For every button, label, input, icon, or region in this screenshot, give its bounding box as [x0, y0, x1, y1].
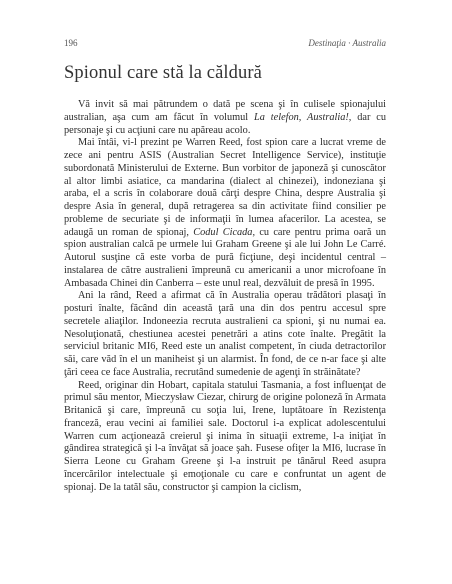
running-head: Destinaţia · Australia: [308, 38, 386, 48]
paragraph: [64, 137, 386, 290]
text-run: dar cu personaje şi cu acţiuni care nu apăreau acolo.: [64, 111, 386, 136]
italic-title: La telefon, Australia!,: [254, 111, 352, 123]
italic-title: Codul Cicada,: [193, 226, 256, 238]
text-run: Mai întâi, vi-l prezint pe Warren Reed, fost spion care a lucrat vreme de zece ani pentru ASIS (Australian Secret Intelligence Service), instituţie subordonată Ministerului de Externe. Bun vorbitor de japoneză şi cunoscător al altor limbi asiatice, ca mandarina (dialect al chinezei), indoneziana şi araba, el a scris în colaborare două cărţi despre China, despre Australia şi despre Asia în general, după retragerea sa din activitate fiind consilier pe probleme de securiate şi de informaţii în lumea afacerilor. La acestea, se adaugă un roman de spionaj,: [64, 137, 386, 238]
text-run: Reed, originar din Hobart, capitala statului Tasmania, a fost influenţat de primul său mentor, Mieczysław Ciezar, chirurg de origine poloneză în Armata Britanică şi care, împreună cu soţia lui, Irene, luptătoare în Rezistenţa franceză, erau vecini ai familiei sale. Doctorul i-a explicat adolescentului Warren cum acţionează creierul şi inima în situaţii extreme, l-a iniţiat în gândirea strategică şi l-a învăţat să joace şah. Fusese ofiţer la MI6, lucrase în Sierra Leone cu Graham Greene şi l-a instruit pe tânărul Reed asupra încercărilor intelectuale şi emoţionale cu care e confruntat un agent de spionaj. De la tatăl său, constructor şi campion la ciclism,: [64, 379, 386, 493]
paragraph: [64, 380, 386, 495]
chapter-title: Spionul care stă la căldură: [64, 63, 262, 83]
text-run: Ani la rând, Reed a afirmat că în Australia operau trădători plasaţi în posturi înalte, făcând din această ţară una din dos pentru accesul spre secretele aliaţilor. Indoneezia recruta australieni ca spioni, şi nu numai ea. Nesoluţionată, chestiunea acestei penetrări a atins cote înalte. Pregătit la serviciul britanic MI6, Reed este un analist competent, în ciuda detractorilor săi, care văd în el un manihеist şi un alarmist. În fond, de ce n-ar face şi alte ţări ceea ce face Australia, recrutând sumedenie de agenţi în străinătate?: [64, 290, 386, 378]
page-number: 196: [64, 38, 78, 48]
page-header: [64, 38, 386, 50]
body-text: [64, 99, 386, 494]
text-run: Vă invit să mai pătrundem o dată pe scena şi în culisele spionajului australian, aşa cum am făcut în volumul: [64, 99, 386, 123]
text-run: cu care pentru prima oară un spion australian calcă pe urmele lui Graham Greene şi ale lui John Le Carré. Autorul susţine că este vorba de pură ficţiune, deşi incidentul central – instalarea de către australieni împreună cu americanii a unor microfoane în Ambasada Chinei din Canberra – este unul real, dezvăluit de presă în 1995.: [64, 226, 386, 289]
paragraph: [64, 290, 386, 379]
paragraph: [64, 99, 386, 137]
